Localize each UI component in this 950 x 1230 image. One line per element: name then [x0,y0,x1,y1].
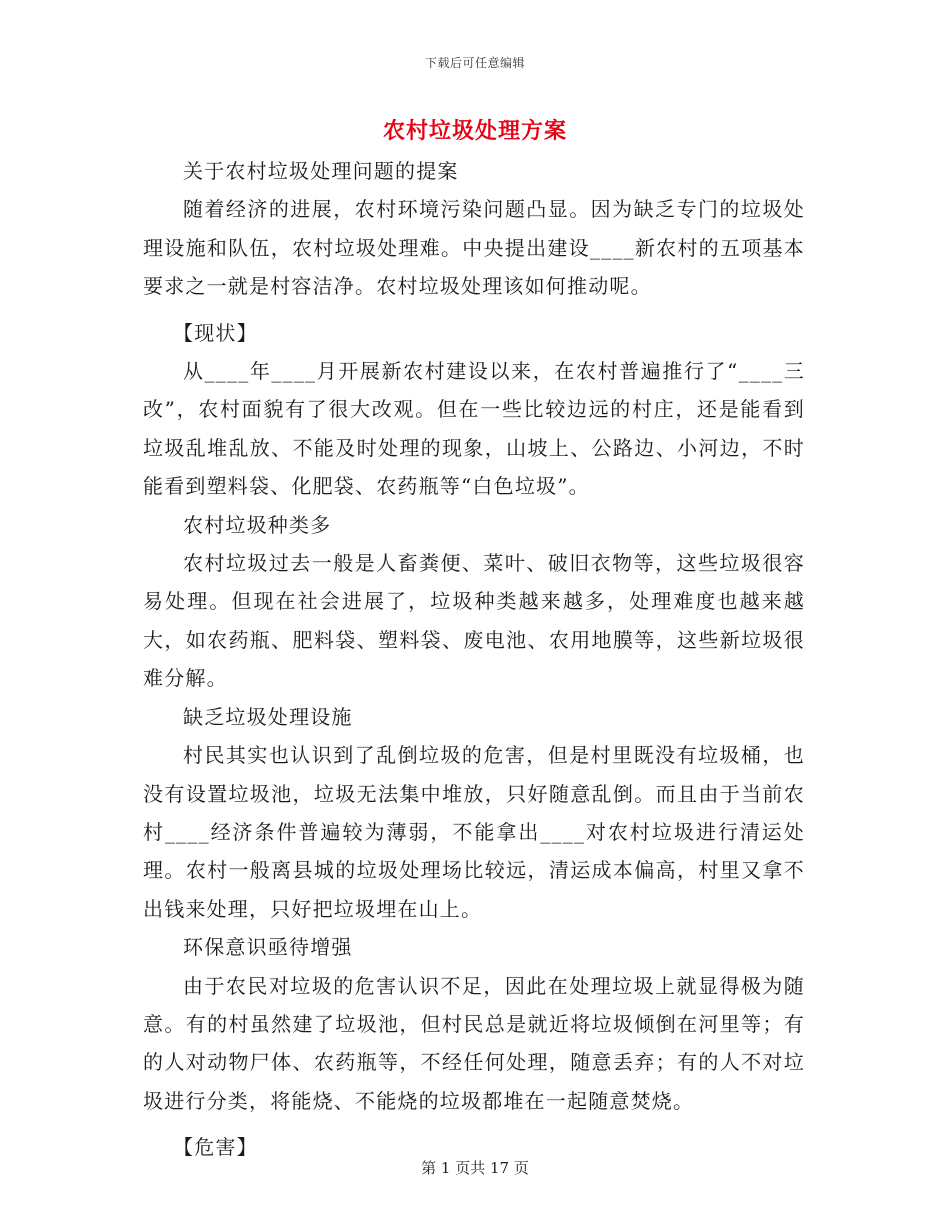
intro-paragraph: 随着经济的进展，农村环境污染问题凸显。因为缺乏专门的垃圾处理设施和队伍，农村垃圾处理难。中央提出建设____新农村的五项基本要求之一就是村容洁净。农村垃圾处理该如何推动呢。 [143,197,805,299]
garbage-types-paragraph: 农村垃圾过去一般是人畜粪便、菜叶、破旧衣物等，这些垃圾很容易处理。但现在社会进展了，垃圾种类越来越多，处理难度也越来越大，如农药瓶、肥料袋、塑料袋、废电池、农用地膜等，这些新垃圾很难分解。 [143,551,805,691]
status-paragraph: 从____年____月开展新农村建设以来，在农村普遍推行了“____三改”，农村面貌有了很大改观。但在一些比较边远的村庄，还是能看到垃圾乱堆乱放、不能及时处理的现象，山坡上、公路边、小河边，不时能看到塑料袋、化肥袋、农药瓶等“白色垃圾”。 [143,359,805,499]
section-heading-status: 【现状】 [173,320,258,345]
document-body [143,152,805,1167]
subheading-awareness: 环保意识亟待增强 [183,935,353,960]
subheading-lack-facilities: 缺乏垃圾处理设施 [183,704,353,729]
page-footer: 第 1 页共 17 页 [421,1159,529,1177]
document-title: 农村垃圾处理方案 [382,118,567,144]
header-note: 下载后可任意编辑 [424,56,525,70]
proposal-heading: 关于农村垃圾处理问题的提案 [183,159,459,183]
subheading-garbage-types: 农村垃圾种类多 [183,512,332,537]
lack-facilities-paragraph: 村民其实也认识到了乱倒垃圾的危害，但是村里既没有垃圾桶，也没有设置垃圾池，垃圾无法集中堆放，只好随意乱倒。而且由于当前农村____经济条件普遍较为薄弱，不能拿出____对农村垃圾进行清运处理。农村一般离县城的垃圾处理场比较远，清运成本偏高，村里又拿不出钱来处理，只好把垃圾埋在山上。 [143,743,805,921]
section-heading-harm: 【危害】 [173,1135,258,1160]
awareness-paragraph: 由于农民对垃圾的危害认识不足，因此在处理垃圾上就显得极为随意。有的村虽然建了垃圾池，但村民总是就近将垃圾倾倒在河里等；有的人对动物尸体、农药瓶等，不经任何处理，随意丢弃；有的人不对垃圾进行分类，将能烧、不能烧的垃圾都堆在一起随意焚烧。 [143,973,805,1113]
